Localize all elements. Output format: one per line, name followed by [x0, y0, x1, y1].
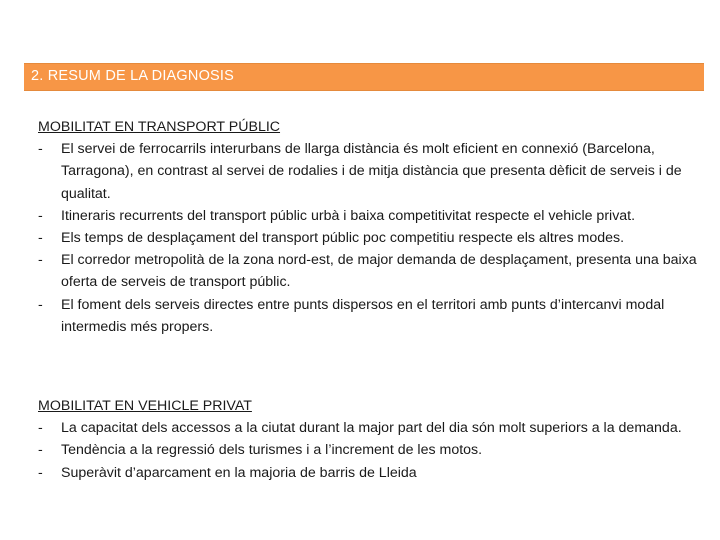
- section-header-bar: [24, 63, 704, 91]
- list-item: [38, 249, 698, 293]
- bullet-text: Itineraris recurrents del transport públic urbà i baixa competitivitat respecte el vehicle privat.: [61, 207, 636, 224]
- bullet-text: El servei de ferrocarrils interurbans de llarga distància és molt eficient en connexió (Barcelona, Tarragona), en contrast al servei de rodalies i de mitja distància que presenta dèficit de serveis i de qualitat.: [61, 141, 682, 202]
- list-item: [38, 227, 698, 249]
- list-item: [38, 294, 698, 338]
- section-header-title: 2. RESUM DE LA DIAGNOSIS: [31, 68, 235, 84]
- bullet-text: El foment dels serveis directes entre punts dispersos en el territori amb punts d’intercanvi modal intermedis més propers.: [61, 296, 665, 335]
- bullet-text: La capacitat dels accessos a la ciutat durant la major part del dia són molt superiors a la demanda.: [61, 420, 682, 437]
- bullet-dash: -: [38, 420, 43, 437]
- bullet-dash: -: [38, 442, 43, 459]
- bullet-dash: -: [38, 141, 43, 158]
- bullet-dash: -: [38, 207, 43, 224]
- list-item: [38, 138, 698, 205]
- list-item: [38, 462, 698, 484]
- bullet-dash: -: [38, 252, 43, 269]
- section-public-transport: [38, 116, 698, 338]
- list-item: [38, 439, 698, 461]
- bullet-text: Superàvit d’aparcament en la majoria de barris de Lleida: [61, 464, 417, 481]
- section-heading: MOBILITAT EN VEHICLE PRIVAT: [38, 398, 252, 414]
- section-heading: MOBILITAT EN TRANSPORT PÚBLIC: [38, 119, 281, 135]
- bullet-text: Els temps de desplaçament del transport públic poc competitiu respecte els altres modes.: [61, 230, 625, 247]
- bullet-dash: -: [38, 464, 43, 481]
- bullet-dash: -: [38, 230, 43, 247]
- bullet-dash: -: [38, 296, 43, 313]
- bullet-text: El corredor metropolità de la zona nord-est, de major demanda de desplaçament, presenta una baixa oferta de serveis de transport públic.: [61, 252, 697, 291]
- section-private-vehicle: [38, 395, 698, 484]
- bullet-text: Tendència a la regressió dels turismes i a l’increment de les motos.: [61, 442, 483, 459]
- list-item: [38, 205, 698, 227]
- list-item: [38, 417, 698, 439]
